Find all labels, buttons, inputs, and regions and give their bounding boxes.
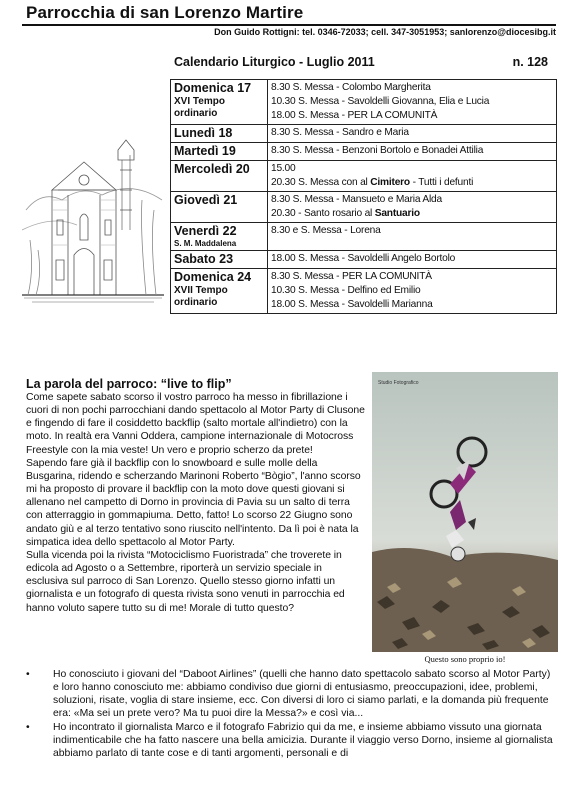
calendar-row <box>171 269 557 314</box>
day-cell <box>171 251 268 269</box>
events-cell <box>268 251 557 269</box>
day-subtitle: S. M. Maddalena <box>174 239 237 248</box>
day-cell <box>171 269 268 314</box>
parish-title: Parrocchia di san Lorenzo Martire <box>26 3 304 22</box>
events-cell <box>268 269 557 314</box>
event-line: 8.30 S. Messa - Benzoni Bortolo e Bonadei Attilia <box>271 145 484 156</box>
event-line: 8.30 S. Messa - Sandro e Maria <box>271 127 409 138</box>
photo-caption: Questo sono proprio io! <box>424 654 506 664</box>
event-line: 18.00 S. Messa - Savoldelli Angelo Bortolo <box>271 253 456 264</box>
list-item <box>26 668 556 721</box>
calendar-row <box>171 251 557 269</box>
event-line: 8.30 S. Messa - Colombo Margherita <box>271 82 431 93</box>
day-name: Domenica 24 <box>174 270 252 284</box>
article-paragraph: Sapendo fare già il backflip con lo snowboard e sulle molle della Busgarina, ridendo e scherzando Marinoni Roberto “Bògio”, l'anno scorso mi ha proposto di provare il backflip con la moto dove questi giovani si allenano nel campetto di Dorno in provincia di Pavia su un salto di terra con atterraggio in gommapiuma. Detto, fatto! Lo scorso 22 Giugno sono andato giù e al terzo tentativo sono riuscito nell'intento. Da lì poi è nata la simpatica idea dello spettacolo al Motor Party. <box>26 457 361 548</box>
list-item <box>26 721 556 760</box>
calendar-row <box>171 161 557 192</box>
calendar-heading <box>174 55 552 69</box>
article-paragraph: Sulla vicenda poi la rivista “Motociclismo Fuoristrada” che troverete in edicola ad Agosto o a Settembre, riporterà un servizio speciale in esclusiva sul parroco di San Lorenzo. Quello stesso giorno infatti un giornalista e un fotografo di questa rivista sono venuti in parrocchia ed hanno voluto sapere tutto su di me! Morale di tutto questo? <box>26 549 345 614</box>
church-illustration <box>22 100 164 310</box>
day-subtitle: XVII Tempo ordinario <box>174 285 228 308</box>
photo-credit: Studio Fotografico <box>378 380 419 386</box>
events-cell <box>268 80 557 125</box>
list-item-text: • Ho incontrato il giornalista Marco e il fotografo Fabrizio qui da me, e insieme abbiamo vissuto una giornata indimenticabile che ha fatto nascere una bella amicizia. Durante il viaggio verso Dorno, insieme al giornalista abbiamo parlato di tante cose e di tanti argomenti, personali e di <box>53 721 553 759</box>
day-name: Venerdì 22 <box>174 224 237 238</box>
day-cell <box>171 80 268 125</box>
day-cell <box>171 223 268 251</box>
event-place: Santuario <box>374 208 420 219</box>
calendar-row <box>171 80 557 125</box>
day-cell <box>171 192 268 223</box>
article-body <box>26 391 366 615</box>
calendar-row <box>171 143 557 161</box>
contact-line: Don Guido Rottigni: tel. 0346-72033; cell. 347-3051953; sanlorenzo@diocesibg.it <box>214 27 556 37</box>
events-cell <box>268 223 557 251</box>
title-rule <box>22 24 556 26</box>
event-line: 8.30 S. Messa - PER LA COMUNITÀ <box>271 271 432 282</box>
day-cell <box>171 143 268 161</box>
event-line: 8.30 e S. Messa - Lorena <box>271 225 381 236</box>
events-cell <box>268 125 557 143</box>
article-title: La parola del parroco: “live to flip” <box>26 377 232 391</box>
issue-number: n. 128 <box>512 55 548 69</box>
day-subtitle: XVI Tempo ordinario <box>174 96 225 119</box>
calendar-row <box>171 125 557 143</box>
events-cell <box>268 161 557 192</box>
day-cell <box>171 125 268 143</box>
event-line: 8.30 S. Messa - Mansueto e Maria Alda <box>271 194 442 205</box>
day-name: Martedì 19 <box>174 144 236 158</box>
day-cell <box>171 161 268 192</box>
events-cell <box>268 192 557 223</box>
article-paragraph: Come sapete sabato scorso il vostro parroco ha messo in fibrillazione i cuori di non pochi parrocchiani dando spettacolo al Motor Party di Clusone e fingendo di fare il cosiddetto backflip (salto mortale all'indietro) con la moto. In realtà era Vanni Oddera, campione internazionale di Motocross Freestyle con la mia veste! Un vero e proprio scherzo da prete! <box>26 392 365 456</box>
event-line: 18.00 S. Messa - Savoldelli Marianna <box>271 299 433 310</box>
list-item-text: • Ho conosciuto i giovani del “Daboot Airlines” (quelli che hanno dato spettacolo sabato scorso al Motor Party) e loro hanno conosciuto me: abbiamo condiviso due giorni di entusiasmo, preoccupazioni, idee, problemi, soluzioni, risate, voglia di stare insieme, ecc. Con diversi di loro ci siamo parlati, e la domanda più frequente era: «Ma sei un prete vero? Ma tu puoi dire la Messa?» e così via... <box>53 669 551 720</box>
day-name: Domenica 17 <box>174 81 252 95</box>
calendar-title: Calendario Liturgico - Luglio 2011 <box>174 55 375 69</box>
event-line: 10.30 S. Messa - Savoldelli Giovanna, Elia e Lucia <box>271 96 490 107</box>
event-line: 10.30 S. Messa - Delfino ed Emilio <box>271 285 421 296</box>
day-name: Giovedì 21 <box>174 193 238 207</box>
calendar-row <box>171 192 557 223</box>
day-name: Mercoledì 20 <box>174 162 250 176</box>
day-name: Sabato 23 <box>174 252 234 266</box>
event-line: 18.00 S. Messa - PER LA COMUNITÀ <box>271 110 438 121</box>
event-line: 20.30 - Santo rosario al Santuario <box>271 208 420 219</box>
event-line: 20.30 S. Messa con al Cimitero - Tutti i defunti <box>271 177 474 188</box>
motocross-photo-drawing <box>372 372 558 652</box>
event-line: 15.00 <box>271 163 296 174</box>
motocross-photo <box>372 372 558 652</box>
article-bullets <box>26 668 556 760</box>
liturgical-calendar-table <box>170 79 557 314</box>
calendar-row <box>171 223 557 251</box>
events-cell <box>268 143 557 161</box>
event-place: Cimitero <box>370 177 410 188</box>
day-name: Lunedì 18 <box>174 126 233 140</box>
